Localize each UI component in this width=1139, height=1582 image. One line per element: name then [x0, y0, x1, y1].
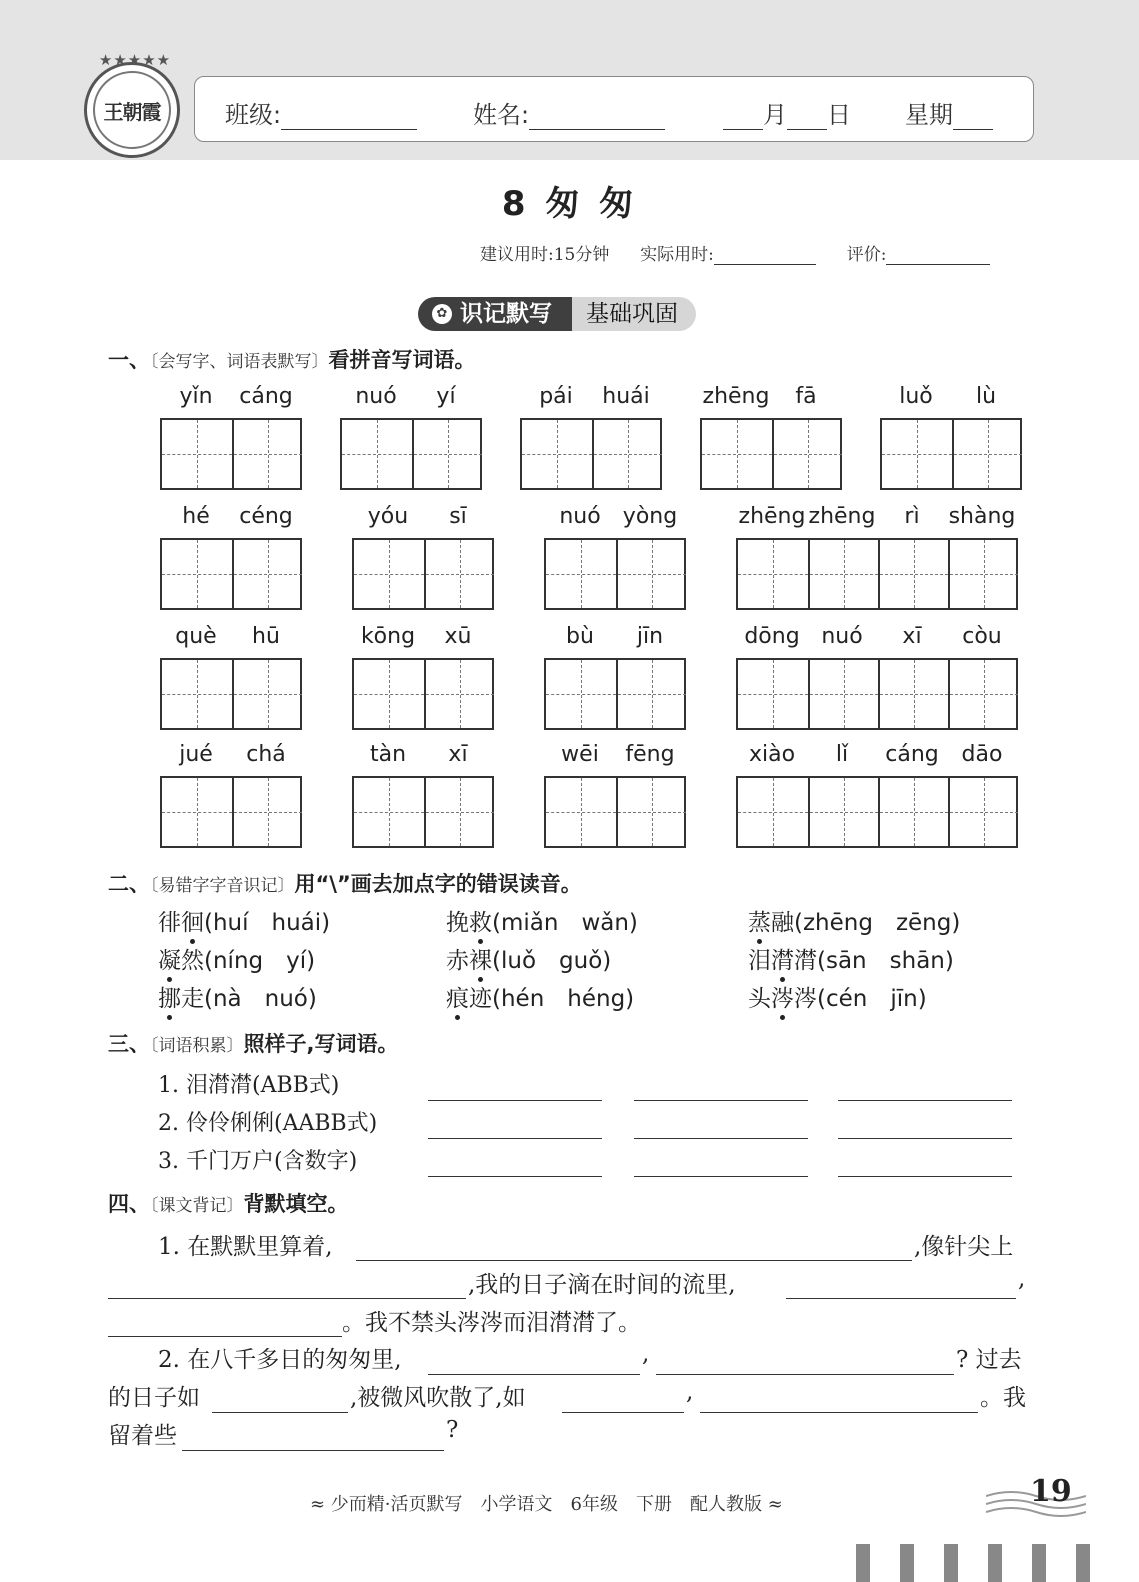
answer-line[interactable] [700, 1412, 978, 1413]
pronunciation-item: 挪走(nà nuó) [158, 980, 317, 1013]
writing-cell[interactable] [424, 778, 494, 846]
pinyin-label: nuó [559, 504, 601, 529]
edge-bar [1032, 1544, 1046, 1582]
dotted-character: 救 [469, 904, 492, 937]
q4-text: ,像针尖上 [914, 1234, 1014, 1260]
writing-grid[interactable] [160, 658, 302, 730]
student-info-box [194, 76, 1034, 142]
writing-grid[interactable] [544, 776, 686, 848]
answer-line[interactable] [212, 1412, 348, 1413]
answer-line[interactable] [108, 1298, 466, 1299]
section-banner [418, 296, 696, 332]
pinyin-label: còu [962, 624, 1002, 649]
section-light-label: 基础巩固 [568, 297, 696, 331]
q4-text: ? 过去 [956, 1347, 1022, 1373]
answer-line[interactable] [356, 1260, 912, 1261]
pinyin-label: xī [902, 624, 922, 649]
pronunciation-item: 凝然(níng yí) [158, 942, 315, 975]
writing-cell[interactable] [808, 660, 878, 728]
pinyin-label: lù [975, 384, 997, 409]
time-info [480, 240, 990, 265]
pinyin-label: nuó [821, 624, 863, 649]
q4-text: , [642, 1341, 650, 1367]
writing-cell[interactable] [616, 778, 686, 846]
writing-cell[interactable] [162, 420, 232, 488]
pinyin-label: jué [179, 742, 213, 767]
writing-cell[interactable] [546, 778, 616, 846]
lesson-title: 8 匆 匆 [501, 184, 638, 224]
pinyin-label: zhēng [808, 504, 876, 529]
answer-line[interactable] [428, 1176, 602, 1177]
answer-line[interactable] [838, 1176, 1012, 1177]
writing-cell[interactable] [808, 540, 878, 608]
writing-cell[interactable] [592, 420, 662, 488]
writing-cell[interactable] [424, 540, 494, 608]
answer-line[interactable] [634, 1138, 808, 1139]
dotted-character: 蒸 [748, 904, 771, 937]
writing-grid[interactable] [340, 418, 482, 490]
pinyin-label: tàn [369, 742, 407, 767]
writing-cell[interactable] [738, 778, 808, 846]
footer-text: ≈ 少而精·活页默写 小学语文 6年级 下册 配人教版 ≈ [310, 1494, 783, 1515]
writing-cell[interactable] [232, 660, 302, 728]
answer-line[interactable] [562, 1412, 684, 1413]
writing-grid[interactable] [700, 418, 842, 490]
writing-grid[interactable] [544, 538, 686, 610]
writing-cell[interactable] [424, 660, 494, 728]
pinyin-options: (nà nuó) [204, 986, 317, 1012]
q4-heading: 四、〔课文背记〕背默填空。 [108, 1192, 349, 1216]
edge-bar [944, 1544, 958, 1582]
writing-cell[interactable] [952, 420, 1022, 488]
name-field[interactable]: 姓名: [473, 95, 665, 130]
suggested-time: 建议用时:15分钟 [480, 245, 610, 265]
pinyin-label: dōng [744, 624, 800, 649]
answer-line[interactable] [838, 1100, 1012, 1101]
writing-cell[interactable] [162, 540, 232, 608]
stars-icon: ★★★★★ [98, 51, 172, 69]
pinyin-options: (huí huái) [204, 910, 331, 936]
pinyin-label: fā [795, 384, 817, 409]
q4-text: 。我 [980, 1385, 1026, 1411]
pinyin-label: lǐ [835, 742, 849, 767]
q3-item-1: 1. 泪潸潸(ABB式) [158, 1073, 340, 1098]
writing-grid[interactable] [352, 538, 494, 610]
pinyin-label: rì [904, 504, 920, 529]
pinyin-label: yòng [622, 504, 678, 529]
writing-cell[interactable] [232, 420, 302, 488]
medal-icon: ✿ [432, 304, 452, 324]
pinyin-options: (luǒ guǒ) [492, 948, 612, 974]
q4-text: 2. 在八千多日的匆匆里, [158, 1347, 402, 1373]
answer-line[interactable] [656, 1374, 954, 1375]
writing-cell[interactable] [412, 420, 482, 488]
pinyin-label: yóu [367, 504, 409, 529]
pinyin-label: xū [444, 624, 472, 649]
pinyin-label: dāo [961, 742, 1003, 767]
writing-cell[interactable] [948, 778, 1018, 846]
writing-cell[interactable] [546, 660, 616, 728]
writing-grid[interactable] [736, 776, 1018, 848]
dotted-character: 裸 [469, 942, 492, 975]
q4-text: ,被微风吹散了,如 [350, 1385, 526, 1411]
evaluation-label: 评价: [846, 245, 887, 265]
pinyin-label: sī [449, 504, 467, 529]
answer-line[interactable] [634, 1176, 808, 1177]
date-field[interactable]: 月 日 [723, 95, 851, 130]
pinyin-options: (hén héng) [492, 986, 635, 1012]
dotted-character: 涔 [771, 980, 794, 1013]
writing-cell[interactable] [522, 420, 592, 488]
pronunciation-item: 蒸融(zhēng zēng) [748, 904, 960, 937]
pinyin-label: zhēng [702, 384, 770, 409]
writing-cell[interactable] [354, 778, 424, 846]
weekday-field[interactable]: 星期 [905, 95, 993, 130]
q4-text: 。我不禁头涔涔而泪潸潸了。 [342, 1310, 641, 1336]
writing-grid[interactable] [160, 418, 302, 490]
writing-grid[interactable] [352, 776, 494, 848]
writing-grid[interactable] [160, 776, 302, 848]
q2-heading: 二、〔易错字字音识记〕用“\”画去加点字的错误读音。 [108, 872, 582, 896]
pinyin-label: pái [539, 384, 573, 409]
answer-line[interactable] [428, 1374, 640, 1375]
writing-cell[interactable] [808, 778, 878, 846]
writing-cell[interactable] [738, 540, 808, 608]
writing-cell[interactable] [616, 540, 686, 608]
writing-grid[interactable] [520, 418, 662, 490]
pinyin-label: yí [436, 384, 456, 409]
answer-line[interactable] [108, 1336, 342, 1337]
class-field[interactable]: 班级: [225, 95, 417, 130]
pinyin-label: fēng [625, 742, 675, 767]
writing-cell[interactable] [948, 660, 1018, 728]
pinyin-label: què [175, 624, 217, 649]
writing-grid[interactable] [160, 538, 302, 610]
page-number: 19 [1030, 1474, 1072, 1509]
pinyin-label: shàng [948, 504, 1016, 529]
q4-text: ,我的日子滴在时间的流里, [468, 1272, 736, 1298]
writing-cell[interactable] [738, 660, 808, 728]
logo-text: 王朝霞 [93, 71, 171, 149]
answer-line[interactable] [428, 1138, 602, 1139]
q1-heading: 一、〔会写字、词语表默写〕看拼音写词语。 [108, 348, 476, 372]
answer-line[interactable] [838, 1138, 1012, 1139]
edge-bar [856, 1544, 870, 1582]
pinyin-label: luǒ [899, 384, 933, 409]
writing-cell[interactable] [354, 660, 424, 728]
writing-cell[interactable] [342, 420, 412, 488]
pinyin-options: (sān shān) [817, 948, 954, 974]
writing-cell[interactable] [232, 778, 302, 846]
answer-line[interactable] [786, 1298, 1016, 1299]
writing-cell[interactable] [546, 540, 616, 608]
q4-text: 的日子如 [108, 1385, 200, 1411]
pinyin-label: zhēng [738, 504, 806, 529]
answer-line[interactable] [428, 1100, 602, 1101]
pinyin-options: (miǎn wǎn) [492, 910, 638, 936]
q4-text: 1. 在默默里算着, [158, 1234, 333, 1260]
pinyin-label: wēi [561, 742, 599, 767]
actual-time-input[interactable] [714, 242, 816, 265]
pinyin-label: céng [239, 504, 293, 529]
pinyin-label: bù [566, 624, 594, 649]
dotted-character: 徊 [181, 904, 204, 937]
pinyin-options: (cén jīn) [817, 986, 927, 1012]
dotted-character: 挪 [158, 980, 181, 1013]
writing-cell[interactable] [162, 660, 232, 728]
writing-cell[interactable] [878, 660, 948, 728]
pinyin-label: cáng [239, 384, 293, 409]
writing-grid[interactable] [544, 658, 686, 730]
edge-bar [900, 1544, 914, 1582]
dotted-character: 凝 [158, 942, 181, 975]
q3-heading: 三、〔词语积累〕照样子,写词语。 [108, 1032, 399, 1056]
q4-text: 留着些 [108, 1423, 177, 1449]
answer-line[interactable] [634, 1100, 808, 1101]
pinyin-options: (níng yí) [204, 948, 316, 974]
writing-cell[interactable] [162, 778, 232, 846]
pinyin-label: huái [602, 384, 650, 409]
writing-cell[interactable] [232, 540, 302, 608]
writing-grid[interactable] [736, 538, 1018, 610]
pinyin-label: cáng [885, 742, 939, 767]
pinyin-label: xiào [748, 742, 796, 767]
writing-cell[interactable] [354, 540, 424, 608]
q4-text: ? [446, 1417, 459, 1443]
dotted-character: 痕 [446, 980, 469, 1013]
pinyin-label: yǐn [179, 384, 213, 409]
q3-item-2: 2. 伶伶俐俐(AABB式) [158, 1111, 378, 1136]
actual-time-label: 实际用时: [640, 245, 714, 265]
pronunciation-item: 挽救(miǎn wǎn) [446, 904, 638, 937]
writing-cell[interactable] [948, 540, 1018, 608]
pinyin-options: (zhēng zēng) [794, 910, 961, 936]
edge-bar [1076, 1544, 1090, 1582]
q3-item-3: 3. 千门万户(含数字) [158, 1149, 358, 1174]
writing-cell[interactable] [616, 660, 686, 728]
writing-cell[interactable] [772, 420, 842, 488]
writing-grid[interactable] [352, 658, 494, 730]
pinyin-label: chá [246, 742, 286, 767]
writing-grid[interactable] [880, 418, 1022, 490]
answer-line[interactable] [182, 1450, 444, 1451]
evaluation-input[interactable] [886, 242, 990, 265]
writing-cell[interactable] [878, 778, 948, 846]
pinyin-label: xī [448, 742, 468, 767]
pronunciation-item: 徘徊(huí huái) [158, 904, 330, 937]
pronunciation-item: 痕迹(hén héng) [446, 980, 634, 1013]
writing-cell[interactable] [702, 420, 772, 488]
q4-text: , [1018, 1266, 1026, 1292]
pronunciation-item: 泪潸潸(sān shān) [748, 942, 954, 975]
q4-text: , [686, 1379, 694, 1405]
pronunciation-item: 赤裸(luǒ guǒ) [446, 942, 611, 975]
publisher-logo [84, 51, 180, 158]
edge-bar [988, 1544, 1002, 1582]
writing-cell[interactable] [882, 420, 952, 488]
pinyin-label: hé [182, 504, 210, 529]
pinyin-label: jīn [636, 624, 664, 649]
pinyin-label: hū [252, 624, 280, 649]
pinyin-label: kōng [360, 624, 416, 649]
pronunciation-item: 头涔涔(cén jīn) [748, 980, 927, 1013]
writing-cell[interactable] [878, 540, 948, 608]
writing-grid[interactable] [736, 658, 1018, 730]
section-dark-label: 识记默写 [460, 301, 552, 327]
dotted-character: 潸 [771, 942, 794, 975]
pinyin-label: nuó [355, 384, 397, 409]
